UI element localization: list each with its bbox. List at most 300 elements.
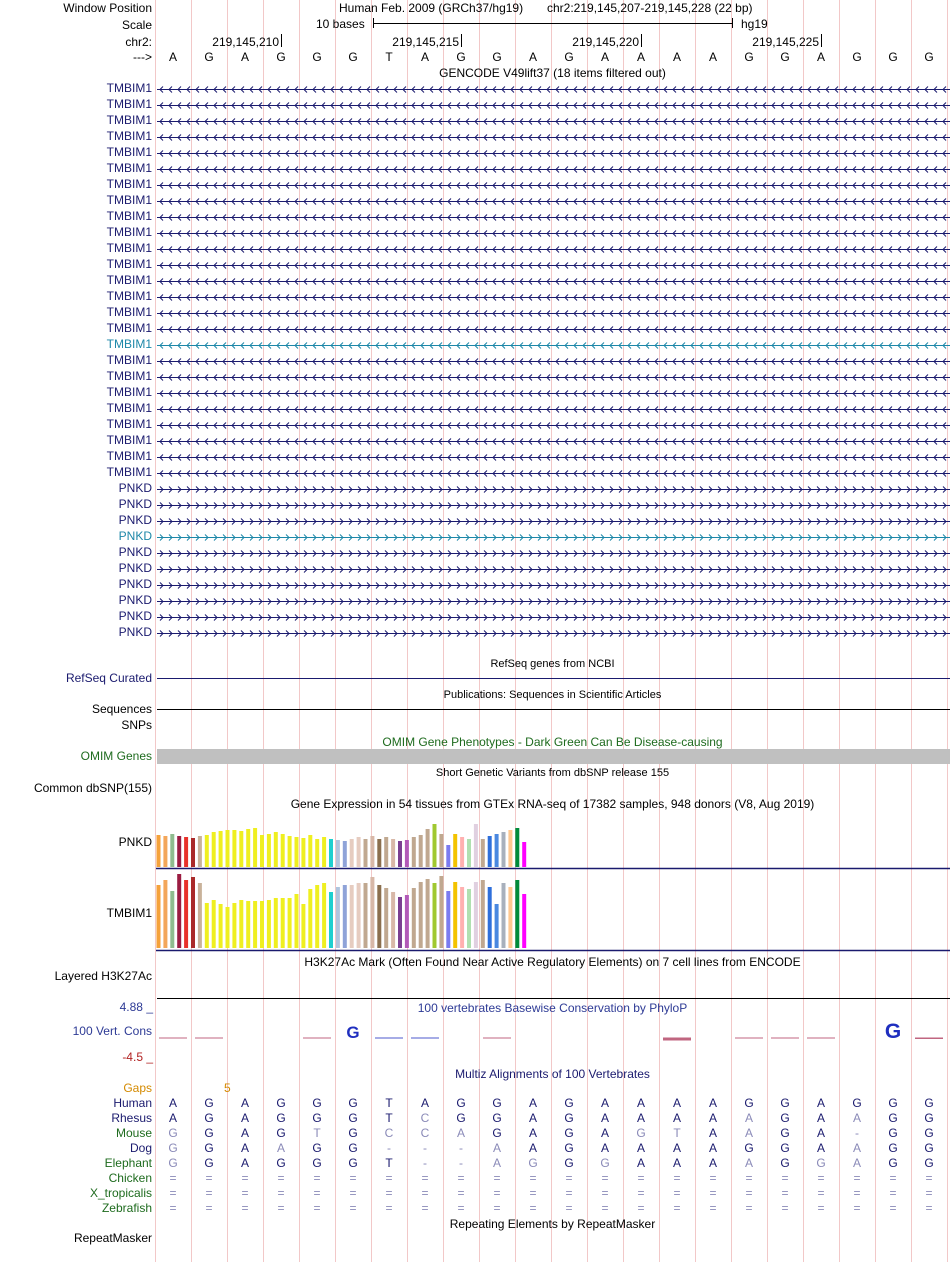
gtex-bar-pnkd (246, 829, 250, 867)
alignment-base: = (853, 1171, 861, 1185)
gene-label-tmbim1[interactable]: TMBIM1 (106, 465, 152, 479)
alignment-base: T (673, 1126, 681, 1140)
gtex-bar-tmbim1 (163, 880, 167, 948)
gene-feature-tmbim1[interactable] (157, 226, 950, 242)
alignment-base: A (636, 1156, 645, 1170)
base-letter: G (744, 50, 754, 64)
gtex-bar-tmbim1 (426, 879, 430, 948)
alignment-base: - (459, 1141, 463, 1155)
base-letter: T (385, 50, 393, 64)
base-letter: A (672, 50, 681, 64)
gtex-bar-pnkd (502, 832, 506, 867)
alignment-base: = (889, 1186, 897, 1200)
omim-title: OMIM Gene Phenotypes - Dark Green Can Be Disease-causing (382, 735, 723, 749)
gtex-bar-pnkd (460, 837, 464, 867)
gene-label-tmbim1[interactable]: TMBIM1 (106, 417, 152, 431)
alignment-base: = (457, 1201, 465, 1215)
gene-label-pnkd[interactable]: PNKD (118, 593, 152, 607)
gene-label-tmbim1[interactable]: TMBIM1 (106, 113, 152, 127)
base-letter: A (168, 50, 177, 64)
conservation-ymin: -4.5 _ (122, 1050, 153, 1064)
gtex-bar-chart[interactable] (155, 800, 950, 952)
alignment-base: = (925, 1201, 933, 1215)
alignment-base: = (565, 1186, 573, 1200)
gtex-bar-tmbim1 (329, 892, 333, 948)
snps-label[interactable]: SNPs (121, 718, 152, 732)
alignment-base: = (565, 1201, 573, 1215)
alignment-base: G (204, 1096, 214, 1110)
conservation-bar (915, 1038, 943, 1040)
gtex-bar-pnkd (364, 839, 368, 867)
gtex-bar-tmbim1 (205, 903, 209, 948)
alignment-base: G (276, 1096, 286, 1110)
alignment-base: A (672, 1141, 681, 1155)
alignment-base: G (816, 1156, 826, 1170)
gene-feature-tmbim1[interactable] (157, 210, 950, 226)
gene-feature-tmbim1[interactable] (157, 354, 950, 370)
gtex-bar-tmbim1 (439, 876, 443, 948)
alignment-base: G (492, 1096, 502, 1110)
alignment-base: G (780, 1096, 790, 1110)
gtex-bar-tmbim1 (191, 877, 195, 948)
alignment-base: = (349, 1186, 357, 1200)
alignment-base: A (636, 1111, 645, 1125)
gtex-bar-tmbim1 (157, 885, 161, 948)
gtex-bar-pnkd (405, 840, 409, 867)
gene-feature-pnkd[interactable] (157, 626, 950, 642)
base-letter: A (816, 50, 825, 64)
alignment-base: G (852, 1096, 862, 1110)
alignment-base: - (423, 1156, 427, 1170)
conservation-bar (375, 1038, 403, 1039)
alignment-base: G (744, 1141, 754, 1155)
alignment-base: = (457, 1171, 465, 1185)
gene-feature-tmbim1[interactable] (157, 370, 950, 386)
gtex-bar-tmbim1 (239, 900, 243, 948)
alignment-base: A (600, 1111, 609, 1125)
alignment-base: G (348, 1141, 358, 1155)
alignment-base: A (852, 1111, 861, 1125)
gtex-bar-tmbim1 (219, 904, 223, 948)
dbsnp-label[interactable]: Common dbSNP(155) (33, 781, 152, 795)
gene-feature-tmbim1[interactable] (157, 322, 950, 338)
gtex-bar-pnkd (329, 839, 333, 867)
conservation-logo-letter: G (346, 1023, 360, 1042)
alignment-base: G (456, 1111, 466, 1125)
gtex-bar-pnkd (515, 828, 519, 867)
gene-feature-tmbim1[interactable] (157, 146, 950, 162)
alignment-base: T (385, 1111, 393, 1125)
alignment-base: A (492, 1141, 501, 1155)
gtex-bar-tmbim1 (322, 883, 326, 948)
alignment-base: = (349, 1201, 357, 1215)
ruler-tick-label: 219,145,225 (752, 35, 819, 49)
species-label-elephant[interactable]: Elephant (104, 1156, 152, 1170)
species-label-x_tropicalis[interactable]: X_tropicalis (89, 1186, 152, 1200)
alignment-base: A (492, 1156, 501, 1170)
alignment-base: G (636, 1126, 646, 1140)
window-position-label: Window Position (63, 1, 152, 15)
conservation-bar (195, 1038, 223, 1039)
gene-feature-tmbim1[interactable] (157, 258, 950, 274)
gtex-title: Gene Expression in 54 tissues from GTEx RNA-seq of 17382 samples, 948 donors (V8, Aug 2019) (290, 797, 815, 811)
base-letter: G (564, 50, 574, 64)
gtex-bar-tmbim1 (281, 898, 285, 948)
gtex-bar-pnkd (453, 834, 457, 867)
conservation-bar (771, 1038, 799, 1039)
alignment-base: G (348, 1111, 358, 1125)
gene-label-tmbim1[interactable]: TMBIM1 (106, 337, 152, 351)
gene-feature-pnkd[interactable] (157, 594, 950, 610)
alignment-base: G (204, 1141, 214, 1155)
alignment-base: A (672, 1096, 681, 1110)
base-letter: A (240, 50, 249, 64)
gtex-bar-pnkd (370, 836, 374, 867)
alignment-base: = (385, 1201, 393, 1215)
alignment-base: G (924, 1156, 934, 1170)
gene-feature-tmbim1[interactable] (157, 114, 950, 130)
alignment-base: G (168, 1156, 178, 1170)
alignment-base: = (673, 1171, 681, 1185)
alignment-base: C (384, 1126, 394, 1140)
gtex-gene-label-pnkd[interactable]: PNKD (118, 835, 152, 849)
gene-feature-tmbim1[interactable] (157, 98, 950, 114)
gtex-bar-pnkd (184, 837, 188, 867)
alignment-base: = (313, 1186, 321, 1200)
alignment-base: G (780, 1126, 790, 1140)
alignment-base: G (528, 1156, 538, 1170)
repeatmasker-label[interactable]: RepeatMasker (73, 1231, 152, 1245)
alignment-base: = (781, 1171, 789, 1185)
gene-label-tmbim1[interactable]: TMBIM1 (106, 177, 152, 191)
gene-label-pnkd[interactable]: PNKD (118, 513, 152, 527)
gtex-bar-tmbim1 (460, 887, 464, 948)
gene-label-tmbim1[interactable]: TMBIM1 (106, 289, 152, 303)
gtex-bar-tmbim1 (488, 887, 492, 948)
alignment-base: G (924, 1126, 934, 1140)
gtex-bar-tmbim1 (232, 903, 236, 948)
gene-feature-tmbim1[interactable] (157, 274, 950, 290)
ruler-tick-mark (461, 34, 462, 47)
species-label-dog[interactable]: Dog (129, 1141, 152, 1155)
alignment-base: = (421, 1171, 429, 1185)
alignment-base: = (241, 1201, 249, 1215)
alignment-base: A (240, 1141, 249, 1155)
alignment-base: G (204, 1126, 214, 1140)
gene-label-tmbim1[interactable]: TMBIM1 (106, 161, 152, 175)
conservation-bar (159, 1038, 187, 1039)
gtex-bar-tmbim1 (433, 883, 437, 948)
gtex-bar-tmbim1 (253, 901, 257, 948)
alignment-base: = (925, 1186, 933, 1200)
gtex-bar-tmbim1 (474, 882, 478, 948)
gene-feature-tmbim1[interactable] (157, 290, 950, 306)
base-letter: A (420, 50, 429, 64)
gtex-bar-pnkd (343, 841, 347, 867)
gtex-bar-pnkd (412, 837, 416, 867)
omim-label[interactable]: OMIM Genes (80, 749, 152, 763)
gene-label-pnkd[interactable]: PNKD (118, 577, 152, 591)
publications-label[interactable]: Sequences (91, 702, 152, 716)
position-text[interactable]: chr2:219,145,207-219,145,228 (22 bp) (547, 1, 753, 15)
gene-feature-tmbim1[interactable] (157, 402, 950, 418)
alignment-base: = (745, 1186, 753, 1200)
alignment-base: A (240, 1156, 249, 1170)
gene-label-pnkd[interactable]: PNKD (118, 609, 152, 623)
alignment-base: A (456, 1126, 465, 1140)
multiz-title: Multiz Alignments of 100 Vertebrates (455, 1067, 650, 1081)
gene-feature-tmbim1[interactable] (157, 242, 950, 258)
base-letter: G (204, 50, 214, 64)
refseq-label[interactable]: RefSeq Curated (65, 671, 152, 685)
gene-label-pnkd[interactable]: PNKD (118, 481, 152, 495)
gene-feature-tmbim1[interactable] (157, 386, 950, 402)
gene-label-tmbim1[interactable]: TMBIM1 (106, 273, 152, 287)
gene-label-tmbim1[interactable]: TMBIM1 (106, 369, 152, 383)
gtex-bar-pnkd (288, 836, 292, 867)
gene-label-tmbim1[interactable]: TMBIM1 (106, 81, 152, 95)
gtex-bar-tmbim1 (412, 888, 416, 948)
gtex-bar-pnkd (377, 839, 381, 867)
gaps-label: Gaps (123, 1081, 152, 1095)
gtex-bar-tmbim1 (398, 897, 402, 948)
gene-feature-pnkd[interactable] (157, 578, 950, 594)
alignment-base: A (168, 1096, 177, 1110)
gene-label-tmbim1[interactable]: TMBIM1 (106, 145, 152, 159)
gtex-bar-tmbim1 (170, 891, 174, 948)
alignment-base: = (529, 1201, 537, 1215)
gene-feature-tmbim1[interactable] (157, 418, 950, 434)
alignment-base: G (492, 1111, 502, 1125)
gene-label-tmbim1[interactable]: TMBIM1 (106, 97, 152, 111)
gene-label-tmbim1[interactable]: TMBIM1 (106, 385, 152, 399)
base-letter: G (780, 50, 790, 64)
alignment-base: G (888, 1156, 898, 1170)
chrom-label: chr2: (125, 35, 152, 49)
h3k27ac-label[interactable]: Layered H3K27Ac (54, 969, 152, 983)
alignment-base: = (205, 1186, 213, 1200)
species-label-chicken[interactable]: Chicken (108, 1171, 152, 1185)
alignment-base: G (888, 1096, 898, 1110)
gene-label-tmbim1[interactable]: TMBIM1 (106, 401, 152, 415)
alignment-base: A (816, 1126, 825, 1140)
gene-label-tmbim1[interactable]: TMBIM1 (106, 353, 152, 367)
gene-feature-tmbim1[interactable] (157, 306, 950, 322)
gene-label-tmbim1[interactable]: TMBIM1 (106, 321, 152, 335)
gtex-bar-pnkd (212, 832, 216, 867)
gtex-bar-pnkd (301, 838, 305, 867)
alignment-base: = (673, 1186, 681, 1200)
species-label-mouse[interactable]: Mouse (115, 1126, 152, 1140)
ruler-tick-mark (641, 34, 642, 47)
alignment-base: G (564, 1156, 574, 1170)
gtex-bar-pnkd (467, 839, 471, 867)
alignment-base: G (312, 1156, 322, 1170)
gtex-bar-pnkd (205, 835, 209, 867)
alignment-base: A (816, 1096, 825, 1110)
gtex-bar-pnkd (281, 834, 285, 867)
h3k27ac-baseline (157, 998, 950, 999)
base-letter: A (636, 50, 645, 64)
gtex-bar-tmbim1 (350, 885, 354, 948)
gtex-bar-pnkd (170, 834, 174, 867)
alignment-base: = (349, 1171, 357, 1185)
gene-feature-pnkd[interactable] (157, 482, 950, 498)
gene-label-tmbim1[interactable]: TMBIM1 (106, 241, 152, 255)
gtex-bar-tmbim1 (384, 888, 388, 948)
gene-feature-tmbim1[interactable] (157, 450, 950, 466)
alignment-base: G (276, 1126, 286, 1140)
gene-feature-pnkd[interactable] (157, 610, 950, 626)
gene-label-tmbim1[interactable]: TMBIM1 (106, 449, 152, 463)
alignment-base: A (744, 1126, 753, 1140)
gene-label-tmbim1[interactable]: TMBIM1 (106, 257, 152, 271)
alignment-base: = (241, 1186, 249, 1200)
strand-label: ---> (133, 50, 152, 64)
gtex-bar-pnkd (391, 839, 395, 867)
gtex-bar-pnkd (198, 836, 202, 867)
gtex-bar-pnkd (474, 824, 478, 867)
gene-label-tmbim1[interactable]: TMBIM1 (106, 433, 152, 447)
alignment-base: = (385, 1186, 393, 1200)
alignment-base: T (385, 1096, 393, 1110)
alignment-base: A (708, 1126, 717, 1140)
alignment-base: = (745, 1201, 753, 1215)
alignment-base: - (459, 1156, 463, 1170)
omim-bar[interactable] (157, 749, 950, 764)
alignment-base: A (240, 1111, 249, 1125)
gtex-bar-tmbim1 (453, 882, 457, 948)
gene-label-pnkd[interactable]: PNKD (118, 529, 152, 543)
gtex-bar-pnkd (488, 836, 492, 867)
alignment-base: - (855, 1126, 859, 1140)
alignment-base: = (277, 1171, 285, 1185)
alignment-base: G (888, 1141, 898, 1155)
alignment-base: G (564, 1141, 574, 1155)
conservation-bar (303, 1038, 331, 1039)
alignment-base: G (924, 1141, 934, 1155)
gtex-gene-label-tmbim1[interactable]: TMBIM1 (106, 906, 152, 920)
alignment-base: G (564, 1111, 574, 1125)
species-label-rhesus[interactable]: Rhesus (111, 1111, 152, 1125)
gene-label-tmbim1[interactable]: TMBIM1 (106, 129, 152, 143)
alignment-base: G (888, 1111, 898, 1125)
gtex-bar-tmbim1 (226, 907, 230, 948)
alignment-base: = (529, 1171, 537, 1185)
gtex-bar-pnkd (433, 824, 437, 867)
alignment-base: = (709, 1171, 717, 1185)
conservation-bar (483, 1038, 511, 1039)
gene-feature-pnkd[interactable] (157, 546, 950, 562)
gtex-bar-pnkd (232, 830, 236, 867)
alignment-base: = (925, 1171, 933, 1185)
gene-feature-tmbim1[interactable] (157, 82, 950, 98)
gene-feature-pnkd[interactable] (157, 530, 950, 546)
alignment-base: G (564, 1096, 574, 1110)
gtex-bar-tmbim1 (184, 880, 188, 948)
alignment-base: G (924, 1111, 934, 1125)
conservation-label[interactable]: 100 Vert. Cons (72, 1024, 152, 1038)
gtex-bar-pnkd (295, 837, 299, 867)
alignment-base: = (889, 1171, 897, 1185)
conservation-plot[interactable] (155, 1016, 950, 1052)
gtex-bar-tmbim1 (308, 889, 312, 948)
gene-label-pnkd[interactable]: PNKD (118, 545, 152, 559)
base-letter: A (708, 50, 717, 64)
gtex-bar-pnkd (384, 837, 388, 867)
gene-feature-tmbim1[interactable] (157, 178, 950, 194)
gene-label-tmbim1[interactable]: TMBIM1 (106, 225, 152, 239)
alignment-base: = (457, 1186, 465, 1200)
gene-feature-tmbim1[interactable] (157, 162, 950, 178)
gene-feature-pnkd[interactable] (157, 562, 950, 578)
gene-label-tmbim1[interactable]: TMBIM1 (106, 193, 152, 207)
gene-feature-pnkd[interactable] (157, 514, 950, 530)
gene-feature-tmbim1[interactable] (157, 194, 950, 210)
conservation-bar (411, 1038, 439, 1039)
gtex-bar-pnkd (219, 831, 223, 867)
gene-feature-tmbim1[interactable] (157, 434, 950, 450)
species-label-human[interactable]: Human (113, 1096, 152, 1110)
alignment-base: = (421, 1186, 429, 1200)
gene-label-pnkd[interactable]: PNKD (118, 497, 152, 511)
gtex-bar-tmbim1 (267, 900, 271, 948)
gene-feature-tmbim1[interactable] (157, 130, 950, 146)
db-text: hg19 (741, 17, 768, 31)
gene-label-tmbim1[interactable]: TMBIM1 (106, 305, 152, 319)
gtex-bar-pnkd (157, 835, 161, 867)
ruler-tick-label: 219,145,220 (572, 35, 639, 49)
alignment-base: G (456, 1096, 466, 1110)
alignment-base: G (780, 1111, 790, 1125)
alignment-base: = (817, 1171, 825, 1185)
gtex-bar-pnkd (253, 828, 257, 867)
alignment-base: = (853, 1201, 861, 1215)
gtex-bar-tmbim1 (515, 880, 519, 948)
gene-label-tmbim1[interactable]: TMBIM1 (106, 209, 152, 223)
alignment-base: A (528, 1126, 537, 1140)
alignment-base: G (204, 1111, 214, 1125)
gene-label-pnkd[interactable]: PNKD (118, 561, 152, 575)
gtex-bar-tmbim1 (391, 892, 395, 948)
gtex-bar-tmbim1 (502, 883, 506, 948)
alignment-base: = (781, 1201, 789, 1215)
gtex-bar-tmbim1 (212, 900, 216, 948)
gene-feature-tmbim1[interactable] (157, 466, 950, 482)
alignment-base: = (493, 1201, 501, 1215)
alignment-base: = (601, 1171, 609, 1185)
gene-feature-tmbim1[interactable] (157, 338, 950, 354)
alignment-base: G (168, 1141, 178, 1155)
alignment-base: A (744, 1111, 753, 1125)
gene-label-pnkd[interactable]: PNKD (118, 625, 152, 639)
refseq-title: RefSeq genes from NCBI (490, 658, 615, 670)
alignment-base: G (492, 1126, 502, 1140)
conservation-bar (807, 1038, 835, 1039)
gap-count: 5 (224, 1081, 231, 1095)
alignment-base: = (637, 1201, 645, 1215)
gtex-bar-tmbim1 (522, 894, 526, 948)
gtex-bar-pnkd (274, 832, 278, 867)
alignment-base: A (600, 1126, 609, 1140)
species-label-zebrafish[interactable]: Zebrafish (101, 1201, 152, 1215)
alignment-base: G (780, 1141, 790, 1155)
alignment-base: = (313, 1201, 321, 1215)
gtex-bar-tmbim1 (301, 904, 305, 948)
alignment-base: G (600, 1156, 610, 1170)
gene-feature-pnkd[interactable] (157, 498, 950, 514)
alignment-base: A (276, 1141, 285, 1155)
